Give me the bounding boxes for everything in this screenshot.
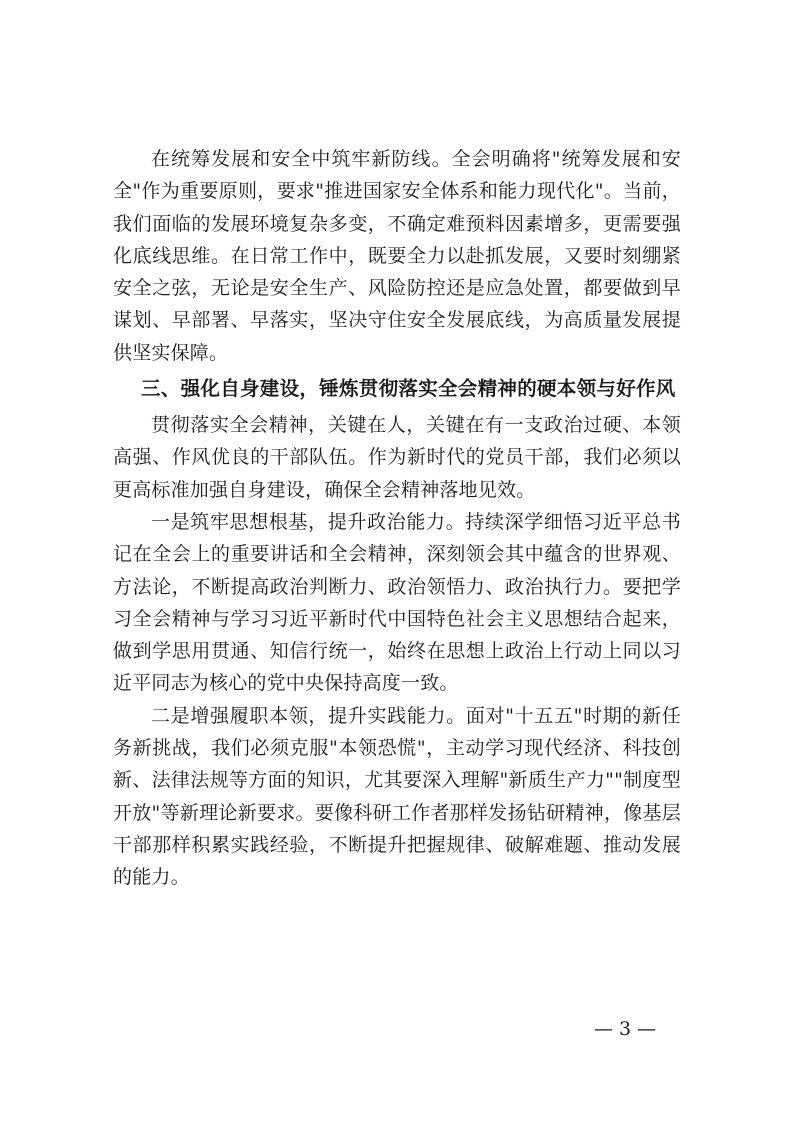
body-paragraph: 在统筹发展和安全中筑牢新防线。全会明确将"统筹发展和安全"作为重要原则，要求"推进国家安全体系和能力现代化"。当前，我们面临的发展环境复杂多变，不确定难预料因素增多，更需要强化底线思维。在日常工作中，既要全力以赴抓发展，又要时刻绷紧安全之弦，无论是安全生产、风险防控还是应急处置，都要做到早谋划、早部署、早落实，坚决守住安全发展底线，为高质量发展提供坚实保障。	[113, 148, 681, 364]
body-paragraph: 一是筑牢思想根基，提升政治能力。持续深学细悟习近平总书记在全会上的重要讲话和全会精神，深刻领会其中蕴含的世界观、方法论，不断提高政治判断力、政治领悟力、政治执行力。要把学习全会精神与学习习近平新时代中国特色社会主义思想结合起来，做到学思用贯通、知信行统一，始终在思想上政治上行动上同以习近平同志为核心的党中央保持高度一致。	[113, 510, 681, 695]
body-paragraph: 贯彻落实全会精神，关键在人，关键在有一支政治过硬、本领高强、作风优良的干部队伍。作为新时代的党员干部，我们必须以更高标准加强自身建设，确保全会精神落地见效。	[113, 414, 681, 501]
document-body	[113, 143, 681, 894]
section-heading: 三、强化自身建设，锤炼贯彻落实全会精神的硬本领与好作风	[141, 377, 676, 401]
page-number: — 3 —	[594, 1018, 657, 1040]
body-paragraph: 二是增强履职本领，提升实践能力。面对"十五五"时期的新任务新挑战，我们必须克服"本领恐慌"，主动学习现代经济、科技创新、法律法规等方面的知识，尤其要深入理解"新质生产力""制度型开放"等新理论新要求。要像科研工作者那样发扬钻研精神，像基层干部那样积累实践经验，不断提升把握规律、破解难题、推动发展的能力。	[113, 704, 681, 889]
